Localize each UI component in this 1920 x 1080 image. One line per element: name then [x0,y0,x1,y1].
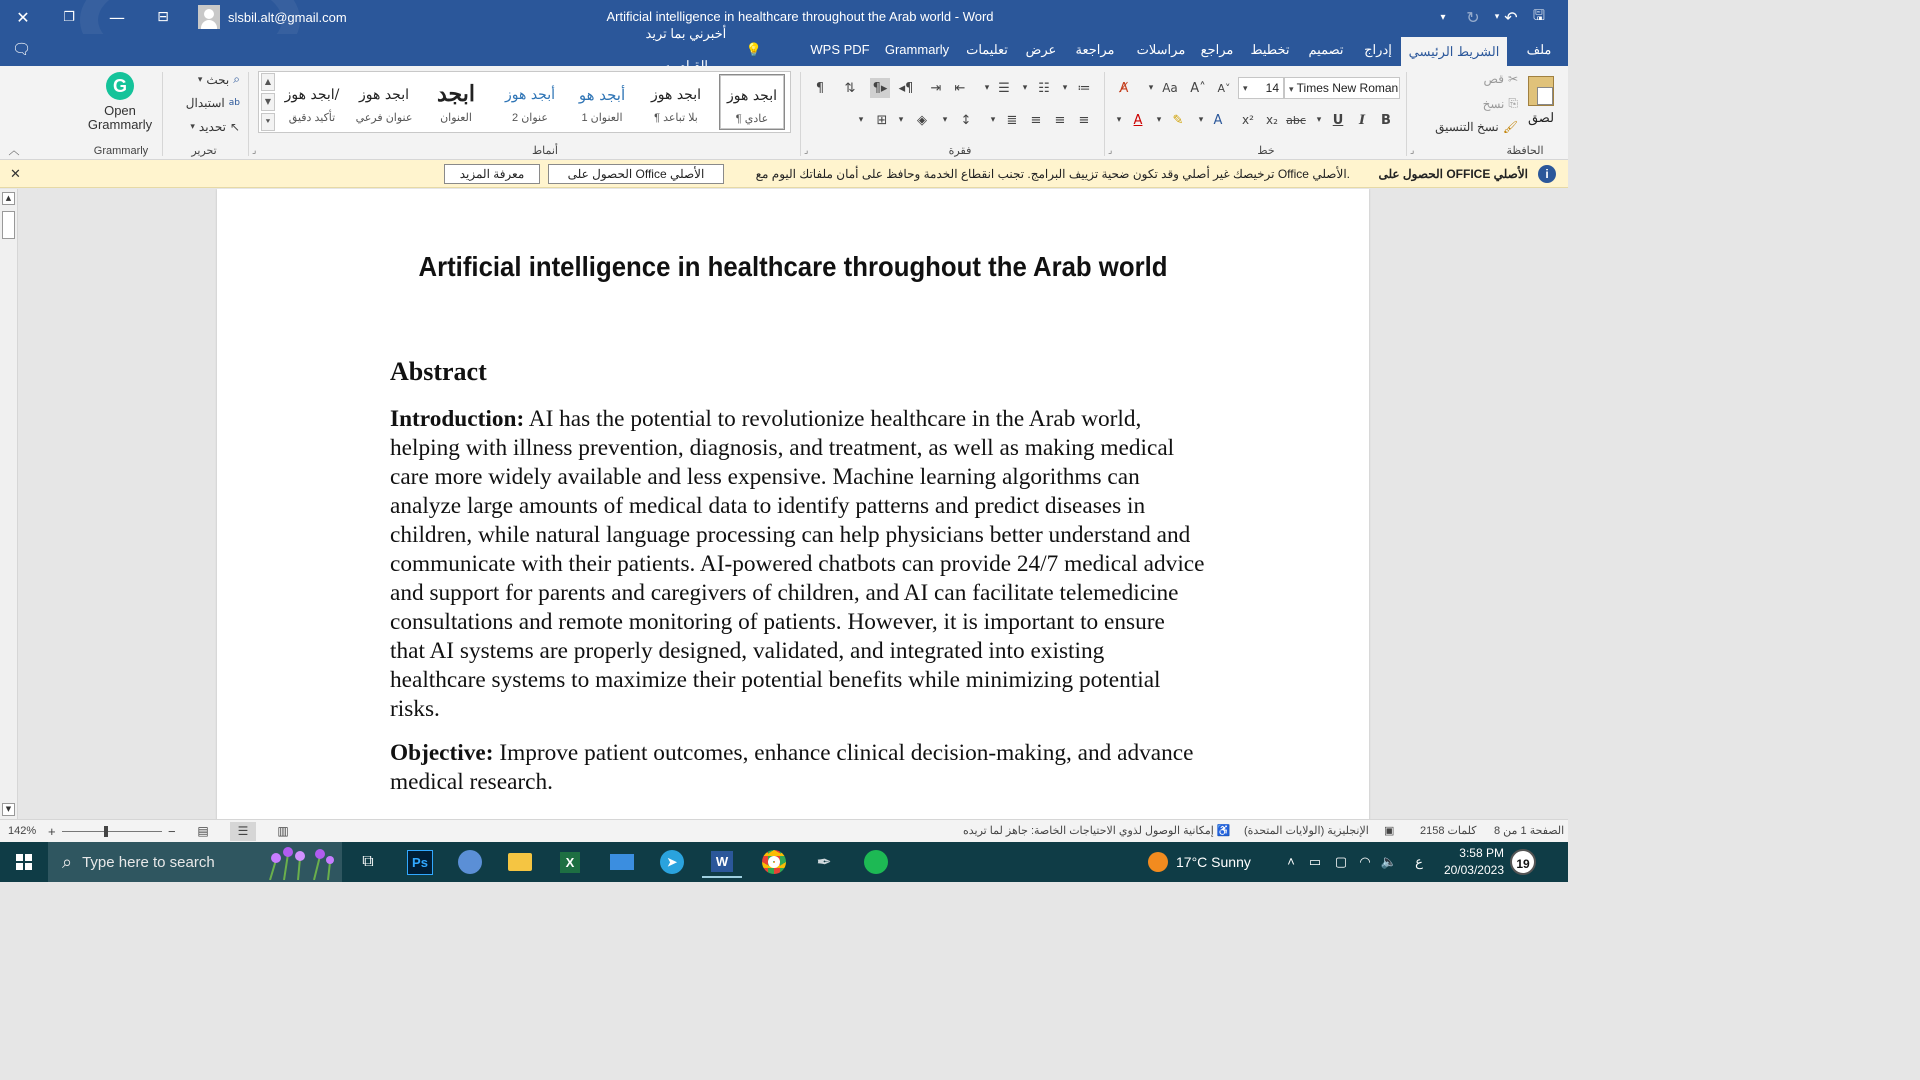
font-name-value: Times New Roman [1296,81,1399,95]
document-page[interactable] [217,189,1369,819]
group-separator [162,72,163,156]
document-area [0,189,1568,819]
objective-label: Objective: [390,740,494,766]
search-icon: ⌕ [233,72,240,86]
shrink-font-icon[interactable]: A˅ [1217,81,1231,95]
replace-button[interactable] [170,96,240,110]
align-left-icon[interactable]: ≡ [1078,112,1090,128]
group-separator [800,72,801,156]
volume-icon[interactable]: 🔈 [1380,854,1398,869]
weather-text: 17°C Sunny [1176,854,1251,870]
style-subtitle[interactable] [351,74,417,130]
chevron-down-icon[interactable]: ▾ [942,115,948,125]
spotify-icon [864,850,888,874]
shading-icon[interactable]: ◈ [917,112,927,128]
style-name: تأكيد دقيق [288,112,336,124]
group-label-font: خط [1257,145,1275,157]
style-sample: ابجد [437,81,475,107]
tab-mailings[interactable]: مراسلات [1136,42,1186,57]
print-layout-icon[interactable]: ☰ [230,822,256,841]
accessibility-status[interactable] [963,820,1231,843]
underline-icon[interactable]: U [1332,112,1344,128]
chevron-down-icon[interactable]: ▾ [858,115,864,125]
redo-icon[interactable]: ↻ [1466,7,1480,27]
lightbulb-icon: 💡 [745,42,762,57]
superscript-icon[interactable]: x² [1242,113,1254,127]
borders-icon[interactable]: ⊞ [876,112,888,128]
tab-file[interactable]: ملف [1526,42,1552,57]
input-language[interactable]: ع [1415,854,1423,869]
word-app[interactable] [702,846,742,878]
tab-review[interactable]: مراجعة [1075,42,1115,57]
font-dialog-launcher-icon[interactable]: ⌟ [1108,146,1113,156]
tab-references[interactable]: مراجع [1200,42,1234,57]
learn-more-button[interactable]: معرفة المزيد [444,164,540,184]
tab-design[interactable]: تصميم [1308,42,1344,57]
vertical-scrollbar[interactable] [0,189,18,819]
style-name: ¶ عادي [735,113,769,125]
chrome-app[interactable] [754,846,794,878]
chevron-down-icon[interactable]: ▾ [898,115,904,125]
italic-icon[interactable]: I [1358,112,1366,128]
group-separator [1104,72,1105,156]
ribbon-display-options-icon[interactable]: ⊟ [157,9,169,25]
chevron-down-icon[interactable]: ▾ [1062,83,1068,93]
excel-icon: X [560,852,581,873]
message-text: ترخيصك غير أصلي وقد تكون ضحية تزييف البرامج. تجنب انقطاع الخدمة وحافظ على أمان ملفاتك اليوم مع Office الأصلي. [755,167,1350,181]
tab-view[interactable]: عرض [1025,42,1057,57]
comments-icon[interactable]: 🗨 [12,40,32,58]
tell-me-label: أخبرني بما تريد [645,26,727,41]
gallery-up-icon[interactable]: ▲ [261,73,275,91]
center-icon[interactable]: ≡ [1054,112,1066,128]
bold-icon[interactable]: B [1381,112,1391,128]
style-name: العنوان 1 [581,112,623,124]
undo-icon[interactable]: ↶ [1504,7,1518,27]
close-window-icon[interactable]: ✕ [16,7,30,27]
chevron-down-icon[interactable]: ▾ [1198,115,1204,125]
change-case-icon[interactable]: Aa [1162,81,1178,95]
align-right-icon[interactable]: ≡ [1030,112,1042,128]
paste-label: لصق [1527,110,1555,125]
style-name: عنوان 2 [512,112,548,124]
paintbrush-icon: 🖌 [1502,120,1518,134]
group-label-grammarly: Grammarly [93,145,149,157]
file-explorer-app[interactable] [500,846,540,878]
search-placeholder: Type here to search [82,853,215,871]
zoom-slider-thumb[interactable] [104,826,108,837]
task-view-icon[interactable]: ⧉ [362,853,374,870]
tab-layout[interactable]: تخطيط [1250,42,1290,57]
introduction-label: Introduction: [390,406,525,432]
flowers-decoration-icon [264,844,340,880]
mail-app[interactable] [602,846,642,878]
style-name: ¶ بلا تباعد [654,112,698,124]
tab-insert[interactable]: إدراج [1364,42,1392,57]
telegram-app[interactable] [652,846,692,878]
paragraph-dialog-launcher-icon[interactable]: ⌟ [804,146,809,156]
chevron-down-icon[interactable]: ▾ [1148,83,1154,93]
objective-text: Improve patient outcomes, enhance clinical decision-making, and advance medical research. [390,740,1194,795]
title-bar [0,0,1568,34]
copy-label: نسخ [1482,96,1505,111]
open-grammarly-line2: Grammarly [87,117,153,132]
zoom-out-icon[interactable]: − [168,824,176,839]
ribbon-home [0,66,1568,160]
photoshop-app[interactable] [400,846,440,878]
increase-indent-icon[interactable]: ⇥ [930,80,942,96]
multilevel-list-icon[interactable]: ☰ [998,80,1010,96]
clipboard-dialog-launcher-icon[interactable]: ⌟ [1410,146,1415,156]
tab-help[interactable]: تعليمات [966,42,1008,57]
sun-icon [1148,852,1168,872]
ribbon-tabs [0,26,1568,66]
group-label-styles: أنماط [531,145,558,157]
chevron-down-icon[interactable]: ▾ [1116,115,1122,125]
cut-label: قص [1483,72,1504,86]
telegram-icon: ➤ [660,850,684,874]
group-label-editing: تحرير [191,145,217,157]
font-color-icon[interactable]: A [1133,112,1143,128]
style-sample: ابجد هوز [359,87,409,103]
replace-label: استبدال [185,96,225,110]
font-size-value: 14 [1265,81,1279,95]
document-title: Artificial intelligence in healthcare throughout the Arab world [418,251,1168,282]
style-sample: ابجد هوز/ [284,87,340,103]
select-label: تحديد [198,120,226,134]
chevron-down-icon[interactable]: ▾ [984,83,990,93]
style-name: العنوان [440,112,472,124]
find-label: بحث [206,72,230,87]
display-icon[interactable]: ▢ [1334,854,1348,869]
globe-app[interactable] [450,846,490,878]
battery-icon[interactable]: ▭ [1308,854,1322,869]
save-icon[interactable]: 🖫 [1533,8,1545,24]
subscript-icon[interactable]: x₂ [1266,113,1278,127]
show-formatting-marks-icon[interactable]: ¶ [815,80,825,96]
group-separator [248,72,249,156]
group-label-clipboard: الحافظة [1506,145,1544,157]
windows-taskbar [0,842,1568,882]
wifi-icon[interactable]: ◠ [1359,854,1371,869]
copy-button[interactable] [1456,96,1518,111]
folder-icon [508,853,532,871]
style-title[interactable] [423,74,489,130]
clear-formatting-icon[interactable]: A̸ [1119,80,1129,96]
tell-me-search[interactable] [632,26,762,66]
chevron-down-icon: ▾ [1289,84,1294,94]
collapse-ribbon-icon[interactable]: ︿ [8,144,20,157]
numbering-icon[interactable]: ☷ [1038,80,1050,96]
start-button[interactable] [0,842,48,882]
introduction-paragraph [390,405,1205,724]
text-effects-icon[interactable]: A [1213,112,1223,128]
style-sample: ابجد هوز [651,87,701,103]
clock[interactable] [1440,845,1504,879]
paste-button[interactable] [1522,72,1560,132]
chevron-down-icon: ▾ [190,122,195,132]
abstract-heading: Abstract [390,357,487,386]
highlight-icon[interactable]: ✎ [1172,112,1184,128]
open-grammarly-button[interactable] [86,72,154,138]
styles-gallery [258,71,791,133]
cursor-arrow-icon: ↖ [229,120,240,134]
restore-window-icon[interactable]: ❐ [63,9,75,25]
page-number[interactable]: الصفحة 1 من 8 [1494,825,1565,837]
style-no-spacing[interactable] [643,74,709,130]
photoshop-icon: Ps [407,850,433,875]
scissors-icon: ✂ [1507,72,1518,86]
message-title: الحصول على OFFICE الأصلي [1378,167,1528,181]
undo-dropdown-icon[interactable]: ▾ [1494,12,1500,22]
format-painter-button[interactable] [1418,120,1518,134]
get-genuine-office-button[interactable]: الحصول على Office الأصلي [548,164,724,184]
introduction-text: AI has the potential to revolutionize healthcare in the Arab world, helping with illness prevention, diagnosis, and treatment, as well as making medical care more widely available and less expensive. Machine learning algorithms can analyze large amounts of medical data to identify patterns and predict diseases in children, while natural language processing can help physicians better understand and communicate with their patients. AI-powered chatbots can provide 24/7 medical advice and support for parents and caregivers of children, and AI can facilitate telemedicine consultations and remote monitoring of patients. However, it is important to ensure that AI systems are properly designed, validated, and integrated into existing healthcare systems to maximize their potential benefits while minimizing potential risks. [390,406,1205,722]
justify-icon[interactable]: ≣ [1006,112,1018,128]
mail-icon [610,854,634,870]
style-emphasis[interactable] [279,74,345,130]
clipboard-icon [1528,76,1554,106]
accessibility-icon: ♿ [1216,825,1231,837]
tab-wps-pdf[interactable]: WPS PDF [810,42,870,57]
decrease-indent-icon[interactable]: ⇤ [954,80,966,96]
spotify-app[interactable] [856,846,896,878]
avatar [198,5,220,29]
chevron-down-icon[interactable]: ▾ [1022,83,1028,93]
zoom-slider[interactable] [62,831,162,832]
style-heading-1[interactable] [569,74,635,130]
account-user[interactable] [198,3,347,31]
chrome-icon [762,850,786,874]
open-grammarly-line1: Open [104,103,136,118]
scroll-up-icon[interactable]: ▲ [2,192,15,205]
pen-icon: ✒ [816,851,832,872]
customize-qat-icon[interactable]: ▾ [1440,11,1446,23]
notification-badge[interactable]: 19 [1510,849,1536,875]
grow-font-icon[interactable]: A˄ [1190,80,1206,96]
replace-icon: ab [228,98,240,108]
ltr-direction-icon[interactable]: ¶▸ [870,78,890,98]
gallery-more-icon[interactable]: ⯆ [261,113,275,131]
pen-app[interactable] [804,846,844,878]
select-button[interactable] [176,120,240,134]
clock-date: 20/03/2023 [1443,863,1504,877]
web-layout-icon[interactable]: ▤ [197,824,209,838]
language-status[interactable]: الإنجليزية (الولايات المتحدة) [1244,825,1369,837]
bullets-icon[interactable]: ≔ [1077,80,1091,96]
find-button[interactable] [176,72,240,87]
style-normal[interactable] [719,74,785,130]
strikethrough-icon[interactable]: abc [1286,113,1306,127]
rtl-direction-icon[interactable]: ◂¶ [898,80,914,96]
info-icon: i [1538,165,1556,183]
close-message-icon[interactable]: ✕ [10,166,21,181]
chevron-down-icon[interactable]: ▾ [1316,115,1322,125]
weather-widget[interactable] [1148,842,1251,882]
minimize-window-icon[interactable]: — [109,7,125,27]
accessibility-text: إمكانية الوصول لذوي الاحتياجات الخاصة: جاهز لما تريده [963,825,1214,837]
line-spacing-icon[interactable]: ↕ [960,112,972,128]
status-bar [0,819,1568,842]
format-painter-label: نسخ التنسيق [1435,120,1499,134]
zoom-level[interactable]: 142% [8,825,37,837]
tab-grammarly[interactable]: Grammarly [884,42,950,57]
window-title: Artificial intelligence in healthcare throughout the Arab world - Word [606,9,994,24]
proofing-icon[interactable]: ▣ [1384,825,1395,837]
style-heading-2[interactable] [497,74,563,130]
read-mode-icon[interactable]: ▥ [277,824,289,838]
cut-button[interactable] [1462,72,1518,86]
copy-icon: ⎘ [1508,96,1518,110]
excel-app[interactable] [550,846,590,878]
windows-logo-icon [16,854,32,870]
scroll-down-icon[interactable]: ▼ [2,803,15,816]
chevron-down-icon: ▾ [197,74,203,85]
style-sample: أبجد هوز [505,87,555,103]
group-label-paragraph: فقرة [948,145,972,157]
chevron-down-icon[interactable]: ▾ [990,115,996,125]
font-name-select[interactable] [1284,77,1400,99]
style-sample: أبجد هو [578,86,626,104]
style-sample: ابجد هوز [727,88,777,104]
zoom-in-icon[interactable]: + [48,824,56,839]
word-count[interactable]: 2158 كلمات [1420,825,1477,837]
grammarly-logo-icon: G [106,72,134,100]
chevron-down-icon: ▾ [1243,83,1248,93]
license-message-bar [0,160,1568,188]
globe-icon [458,850,482,874]
font-size-select[interactable] [1238,77,1284,99]
word-icon: W [711,851,733,872]
clock-time: 3:58 PM [1459,846,1504,860]
group-separator [1406,72,1407,156]
style-name: عنوان فرعي [355,112,413,124]
chevron-down-icon[interactable]: ▾ [1156,115,1162,125]
tab-home[interactable]: الشريط الرئيسي [1401,37,1507,66]
sort-icon[interactable]: ⇅ [844,80,856,96]
user-email: slsbil.alt@gmail.com [228,9,347,25]
chevron-up-icon[interactable]: ˄ [1287,854,1295,869]
scrollbar-thumb[interactable] [2,211,15,239]
styles-dialog-launcher-icon[interactable]: ⌟ [252,146,257,156]
gallery-down-icon[interactable]: ▼ [261,93,275,111]
search-icon: ⌕ [62,851,73,872]
objective-paragraph [390,739,1205,797]
